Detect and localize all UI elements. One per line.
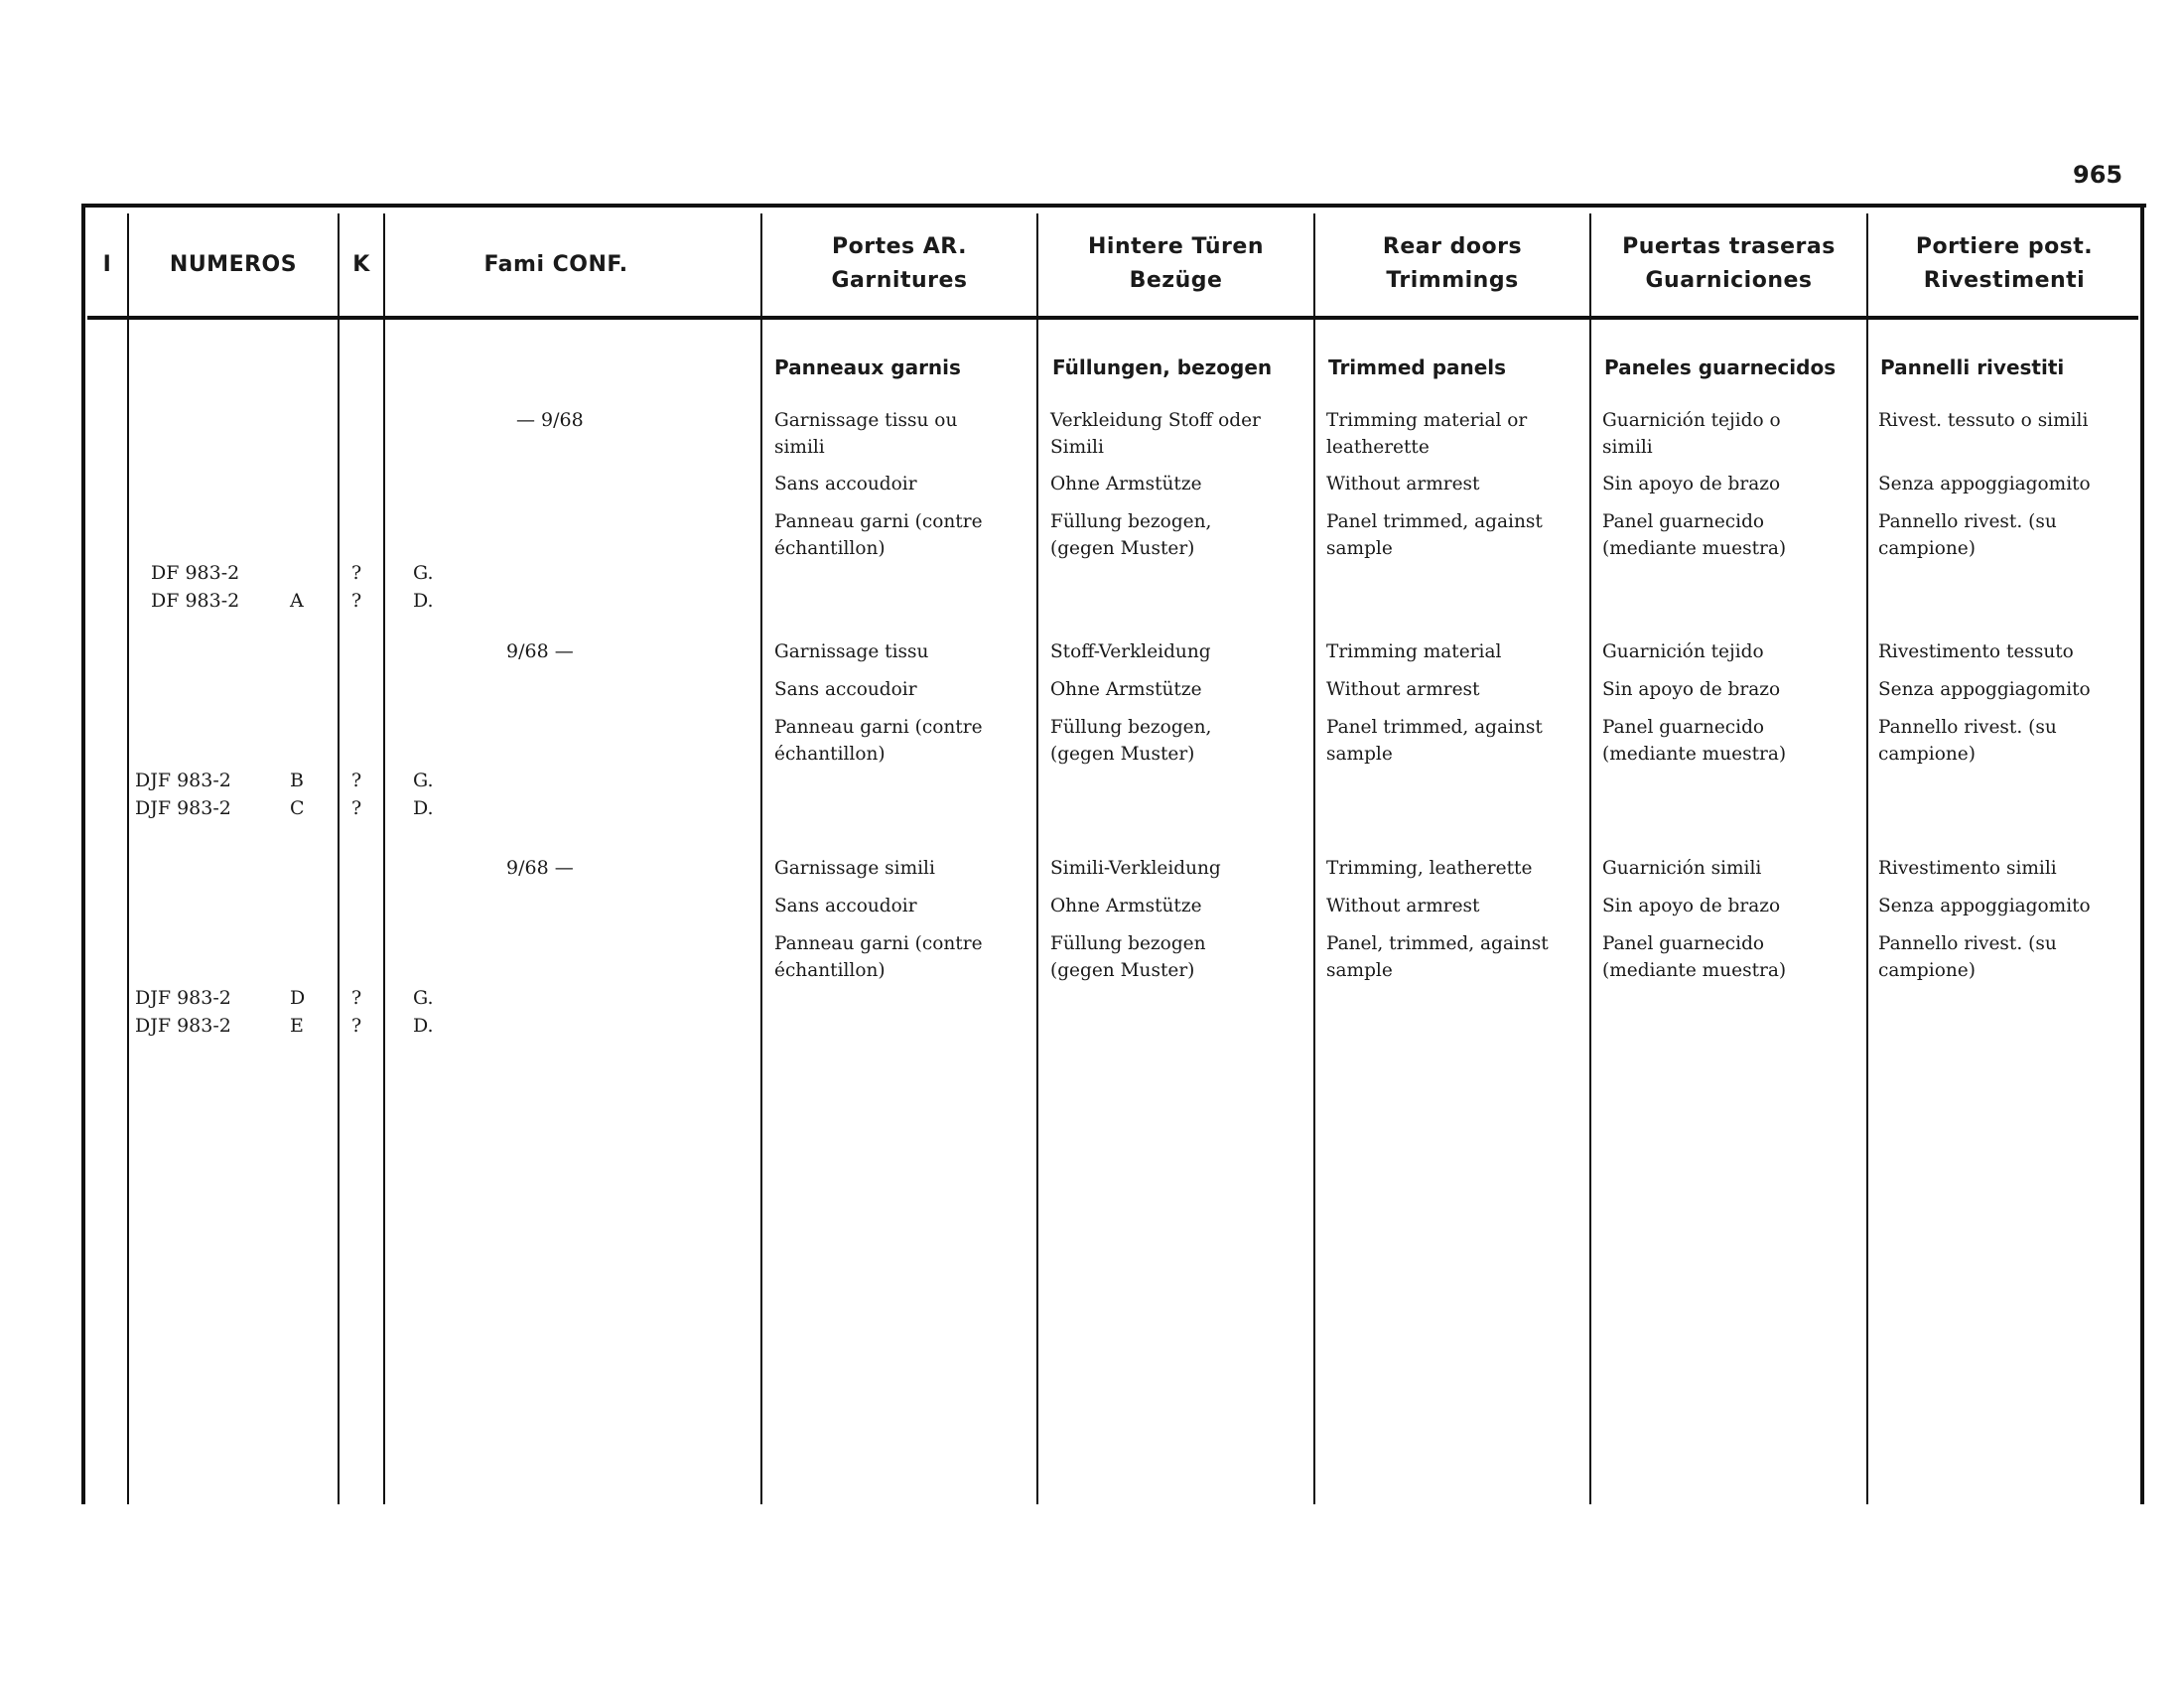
header-numeros: NUMEROS — [169, 252, 298, 277]
description-de: Verkleidung Stoff oder Simili — [1050, 410, 1261, 458]
section-heading-es: Paneles guarnecidos — [1604, 355, 1837, 379]
top-border — [81, 204, 2146, 208]
col-divider — [1036, 213, 1038, 1504]
armrest-it: Senza appoggiagomito — [1878, 679, 2091, 700]
k-value: ? — [351, 770, 362, 791]
fami-value: G. — [413, 562, 434, 584]
section-heading-fr: Panneaux garnis — [774, 355, 961, 379]
description-it: Rivest. tessuto o simili — [1878, 410, 2089, 431]
header-lang-it: Portiere post. Rivestimenti — [1915, 234, 2094, 293]
armrest-es: Sin apoyo de brazo — [1602, 474, 1781, 494]
right-border — [2140, 204, 2144, 1504]
fami-value: D. — [413, 1015, 434, 1037]
description-fr: Garnissage tissu ou simili — [774, 410, 958, 458]
armrest-es: Sin apoyo de brazo — [1602, 896, 1781, 916]
fami-value: G. — [413, 770, 434, 791]
panel-it: Pannello rivest. (su campione) — [1878, 717, 2057, 765]
description-de: Stoff-Verkleidung — [1050, 641, 1211, 662]
section-heading-it: Pannelli rivestiti — [1880, 355, 2065, 379]
section-heading-en: Trimmed panels — [1328, 355, 1507, 379]
header-lang-en: Rear doors Trimmings — [1382, 234, 1523, 293]
section-heading-de: Füllungen, bezogen — [1052, 355, 1273, 379]
page-number: 965 — [2073, 161, 2123, 189]
fami-value: D. — [413, 590, 434, 612]
panel-fr: Panneau garni (contre échantillon) — [774, 933, 983, 981]
group-date: 9/68 — — [506, 640, 574, 662]
header-lang-fr: Portes AR. Garnitures — [831, 234, 968, 293]
header-lang-de: Hintere Türen Bezüge — [1088, 234, 1264, 293]
group-date: — 9/68 — [516, 409, 584, 431]
description-en: Trimming material or leatherette — [1326, 410, 1528, 458]
description-en: Trimming material — [1326, 641, 1502, 662]
part-suffix: B — [290, 770, 304, 791]
armrest-it: Senza appoggiagomito — [1878, 896, 2091, 916]
panel-en: Panel trimmed, against sample — [1326, 717, 1543, 765]
panel-it: Pannello rivest. (su campione) — [1878, 511, 2057, 559]
armrest-de: Ohne Armstütze — [1050, 896, 1202, 916]
armrest-en: Without armrest — [1326, 474, 1480, 494]
description-es: Guarnición simili — [1602, 858, 1762, 879]
header-index: I — [102, 252, 112, 277]
part-number: DF 983-2 — [151, 590, 240, 612]
col-divider — [127, 213, 129, 1504]
k-value: ? — [351, 590, 362, 612]
panel-en: Panel trimmed, against sample — [1326, 511, 1543, 559]
header-fami: Fami CONF. — [483, 252, 628, 277]
armrest-es: Sin apoyo de brazo — [1602, 679, 1781, 700]
col-divider — [1866, 213, 1868, 1504]
part-number: DF 983-2 — [151, 562, 240, 584]
part-number: DJF 983-2 — [135, 987, 231, 1009]
col-divider — [338, 213, 340, 1504]
armrest-fr: Sans accoudoir — [774, 474, 917, 494]
part-number: DJF 983-2 — [135, 1015, 231, 1037]
panel-es: Panel guarnecido (mediante muestra) — [1602, 717, 1787, 765]
col-divider — [1589, 213, 1591, 1504]
part-suffix: D — [290, 987, 306, 1009]
panel-de: Füllung bezogen, (gegen Muster) — [1050, 717, 1212, 765]
armrest-de: Ohne Armstütze — [1050, 474, 1202, 494]
part-suffix: E — [290, 1015, 304, 1037]
panel-fr: Panneau garni (contre échantillon) — [774, 511, 983, 559]
fami-value: D. — [413, 797, 434, 819]
header-bottom-border — [87, 316, 2138, 320]
panel-en: Panel, trimmed, against sample — [1326, 933, 1549, 981]
part-suffix: C — [290, 797, 305, 819]
header-k: K — [352, 252, 370, 277]
k-value: ? — [351, 987, 362, 1009]
description-en: Trimming, leatherette — [1326, 858, 1533, 879]
description-fr: Garnissage tissu — [774, 641, 929, 662]
panel-es: Panel guarnecido (mediante muestra) — [1602, 933, 1787, 981]
armrest-en: Without armrest — [1326, 896, 1480, 916]
description-de: Simili-Verkleidung — [1050, 858, 1221, 879]
group-date: 9/68 — — [506, 857, 574, 879]
part-number: DJF 983-2 — [135, 770, 231, 791]
part-number: DJF 983-2 — [135, 797, 231, 819]
armrest-fr: Sans accoudoir — [774, 896, 917, 916]
panel-de: Füllung bezogen (gegen Muster) — [1050, 933, 1206, 981]
panel-fr: Panneau garni (contre échantillon) — [774, 717, 983, 765]
left-border — [81, 204, 85, 1504]
k-value: ? — [351, 562, 362, 584]
description-es: Guarnición tejido — [1602, 641, 1764, 662]
armrest-en: Without armrest — [1326, 679, 1480, 700]
panel-it: Pannello rivest. (su campione) — [1878, 933, 2057, 981]
armrest-de: Ohne Armstütze — [1050, 679, 1202, 700]
description-fr: Garnissage simili — [774, 858, 935, 879]
description-es: Guarnición tejido o simili — [1602, 410, 1781, 458]
k-value: ? — [351, 797, 362, 819]
col-divider — [1313, 213, 1315, 1504]
header-lang-es: Puertas traseras Guarniciones — [1622, 234, 1836, 293]
armrest-it: Senza appoggiagomito — [1878, 474, 2091, 494]
fami-value: G. — [413, 987, 434, 1009]
armrest-fr: Sans accoudoir — [774, 679, 917, 700]
col-divider — [383, 213, 385, 1504]
panel-de: Füllung bezogen, (gegen Muster) — [1050, 511, 1212, 559]
description-it: Rivestimento simili — [1878, 858, 2057, 879]
panel-es: Panel guarnecido (mediante muestra) — [1602, 511, 1787, 559]
description-it: Rivestimento tessuto — [1878, 641, 2074, 662]
k-value: ? — [351, 1015, 362, 1037]
part-suffix: A — [290, 590, 304, 612]
col-divider — [760, 213, 762, 1504]
